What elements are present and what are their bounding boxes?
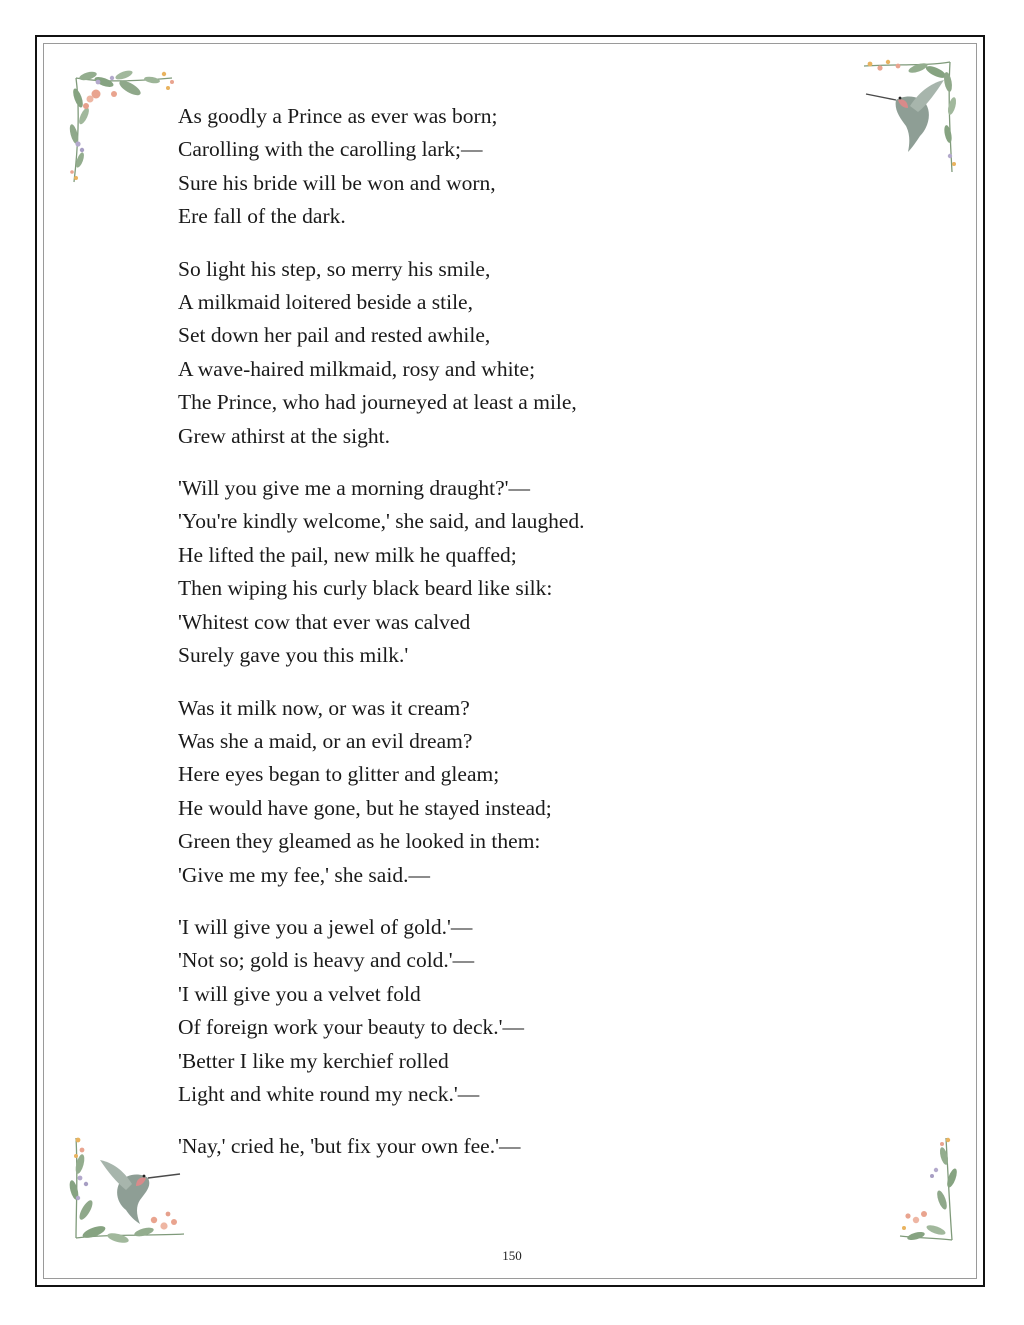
poem-line: Sure his bride will be won and worn, [178,170,496,195]
poem-line: Carolling with the carolling lark;— [178,137,483,162]
poem-line: He lifted the pail, new milk he quaffed; [178,542,517,567]
floral-corner-top-left-icon [68,68,180,188]
poem-line: 'Better I like my kerchief rolled [178,1048,449,1073]
stanza [178,253,858,453]
poem-line: 'I will give you a jewel of gold.'— [178,914,473,939]
poem-line: Light and white round my neck.'— [178,1081,480,1106]
stanza [178,1130,858,1163]
hummingbird-corner-top-right-icon [858,56,958,176]
poem-line: A milkmaid loitered beside a stile, [178,290,473,315]
poem-line: Was she a maid, or an evil dream? [178,728,473,753]
poem-line: As goodly a Prince as ever was born; [178,104,498,128]
poem-line: 'Nay,' cried he, 'but fix your own fee.'— [178,1134,521,1159]
poem-line: Was it milk now, or was it cream? [178,695,470,720]
poem-line: 'I will give you a velvet fold [178,981,421,1006]
stanza [178,692,858,892]
hummingbird-corner-bottom-left-icon [68,1134,188,1246]
poem-line: The Prince, who had journeyed at least a mile, [178,390,577,415]
stanza [178,472,858,672]
poem-line: Of foreign work your beauty to deck.'— [178,1015,524,1040]
poem-line: So light his step, so merry his smile, [178,256,491,281]
poem-line: 'Give me my fee,' she said.— [178,862,430,887]
floral-corner-bottom-right-icon [896,1134,960,1246]
poem-line: Here eyes began to glitter and gleam; [178,762,500,787]
poem-line: Ere fall of the dark. [178,204,346,229]
poem-line: 'Not so; gold is heavy and cold.'— [178,948,475,973]
poem-line: A wave-haired milkmaid, rosy and white; [178,356,536,381]
poem-line: 'You're kindly welcome,' she said, and laughed. [178,509,585,534]
poem-text [178,100,858,1183]
stanza [178,100,858,234]
poem-line: Then wiping his curly black beard like silk: [178,576,553,601]
page-number: 150 [502,1248,522,1263]
poem-line: Surely gave you this milk.' [178,643,409,668]
poem-line: Grew athirst at the sight. [178,423,390,448]
poem-line: He would have gone, but he stayed instead; [178,795,552,820]
poem-line: 'Whitest cow that ever was calved [178,609,471,634]
poem-line: Set down her pail and rested awhile, [178,323,491,348]
poem-line: Green they gleamed as he looked in them: [178,829,541,854]
poem-line: 'Will you give me a morning draught?'— [178,476,530,501]
stanza [178,911,858,1111]
